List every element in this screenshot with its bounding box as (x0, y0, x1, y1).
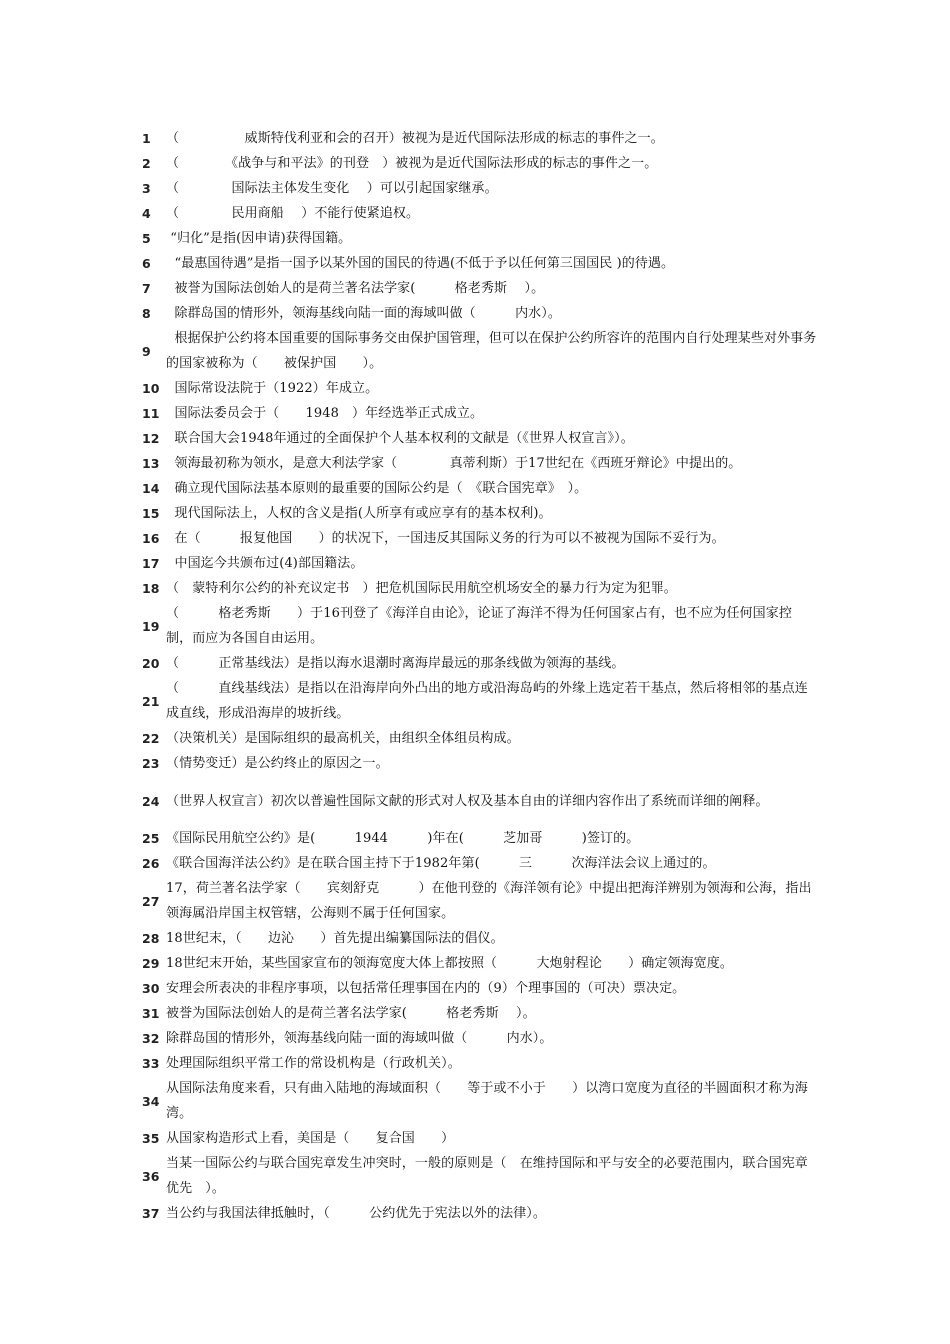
list-item (138, 601, 818, 651)
item-text: 根据保护公约将本国重要的国际事务交由保护国管理，但可以在保护公约所容许的范围内自行处理某些对外事务的国家被称为（ 被保护国 ）。 (166, 331, 817, 371)
list-item (138, 1151, 818, 1201)
item-text: （ 格老秀斯 ）于16刊登了《海洋自由论》，论证了海洋不得为任何国家占有，也不应为任何国家控制，而应为各国自由运用。 (166, 606, 792, 646)
list-item (138, 826, 818, 851)
item-text: 中国迄今共颁布过(4)部国籍法。 (166, 556, 364, 571)
item-number: 16 (142, 531, 160, 546)
item-text: 国际法委员会于（ 1948 ）年经选举正式成立。 (166, 406, 484, 421)
list-item (138, 726, 818, 751)
item-number: 32 (142, 1031, 160, 1046)
item-text: 被誉为国际法创始人的是荷兰著名法学家( 格老秀斯 ）。 (166, 281, 545, 296)
item-number: 19 (142, 618, 160, 634)
list-item (138, 526, 818, 551)
list-item (138, 926, 818, 951)
list-item (138, 426, 818, 451)
item-text: （ 直线基线法）是指以在沿海岸向外凸出的地方或沿海岛屿的外缘上选定若干基点，然后将相邻的基点连成直线，形成沿海岸的坡折线。 (166, 681, 808, 721)
item-number: 20 (142, 656, 160, 671)
item-number: 34 (142, 1093, 160, 1109)
list-item (138, 851, 818, 876)
item-number: 2 (142, 156, 151, 171)
item-number: 4 (142, 206, 151, 221)
item-number: 7 (142, 281, 151, 296)
item-number: 22 (142, 731, 160, 746)
item-text: （情势变迁）是公约终止的原因之一。 (166, 756, 389, 771)
item-number: 1 (142, 131, 151, 146)
list-item (138, 451, 818, 476)
list-item (138, 751, 818, 776)
list-item (138, 151, 818, 176)
list-item (138, 376, 818, 401)
item-number: 33 (142, 1056, 160, 1071)
list-item (138, 201, 818, 226)
item-number: 10 (142, 381, 160, 396)
item-text: （ 《战争与和平法》的刊登 ）被视为是近代国际法形成的标志的事件之一。 (166, 156, 658, 171)
list-item (138, 251, 818, 276)
list-item (138, 1051, 818, 1076)
item-text: “归化”是指(因申请)获得国籍。 (166, 231, 352, 246)
item-number: 15 (142, 506, 160, 521)
list-item (138, 176, 818, 201)
item-text: 现代国际法上，人权的含义是指(人所享有或应享有的基本权利)。 (166, 506, 552, 521)
item-number: 11 (142, 406, 160, 421)
item-text: 从国际法角度来看，只有曲入陆地的海域面积（ 等于或不小于 ）以湾口宽度为直径的半圆面积才称为海湾。 (166, 1081, 808, 1121)
item-text: 当公约与我国法律抵触时，（ 公约优先于宪法以外的法律）。 (166, 1206, 547, 1221)
item-text: “最惠国待遇”是指一国予以某外国的国民的待遇(不低于予以任何第三国国民 )的待遇。 (166, 256, 675, 271)
item-number: 29 (142, 956, 160, 971)
item-text: 联合国大会1948年通过的全面保护个人基本权利的文献是（《世界人权宣言》）。 (166, 431, 634, 446)
item-number: 5 (142, 231, 151, 246)
item-number: 3 (142, 181, 151, 196)
item-text: 被誉为国际法创始人的是荷兰著名法学家( 格老秀斯 ）。 (166, 1006, 536, 1021)
item-text: 18世纪末开始，某些国家宣布的领海宽度大体上都按照（ 大炮射程论 ）确定领海宽度。 (166, 956, 733, 971)
item-number: 14 (142, 481, 160, 496)
item-text: 从国家构造形式上看，美国是（ 复合国 ） (166, 1131, 455, 1146)
item-text: 确立现代国际法基本原则的最重要的国际公约是（ 《联合国宪章》 ）。 (166, 481, 588, 496)
item-text: 领海最初称为领水，是意大利法学家（ 真蒂利斯）于17世纪在《西班牙辩论》中提出的。 (166, 456, 742, 471)
item-text: 安理会所表决的非程序事项，以包括常任理事国在内的（9）个理事国的（可决）票决定。 (166, 981, 686, 996)
list-item (138, 276, 818, 301)
item-number: 31 (142, 1006, 160, 1021)
item-text: （ 威斯特伐利亚和会的召开）被视为是近代国际法形成的标志的事件之一。 (166, 131, 664, 146)
item-text: 当某一国际公约与联合国宪章发生冲突时，一般的原则是（ 在维持国际和平与安全的必要范围内，联合国宪章优先 ）。 (166, 1156, 808, 1196)
list-item (138, 326, 818, 376)
item-text: （ 民用商船 ）不能行使紧追权。 (166, 206, 420, 221)
item-text: 除群岛国的情形外，领海基线向陆一面的海域叫做（ 内水）。 (166, 1031, 553, 1046)
list-item (138, 1026, 818, 1051)
item-number: 23 (142, 756, 160, 771)
item-number: 35 (142, 1131, 160, 1146)
item-number: 8 (142, 306, 151, 321)
item-number: 36 (142, 1168, 160, 1184)
item-text: 除群岛国的情形外，领海基线向陆一面的海域叫做（ 内水）。 (166, 306, 561, 321)
item-number: 21 (142, 693, 160, 709)
item-text: （决策机关）是国际组织的最高机关，由组织全体组员构成。 (166, 731, 520, 746)
item-text: （世界人权宣言）初次以普遍性国际文献的形式对人权及基本自由的详细内容作出了系统而详细的阐释。 (166, 793, 769, 809)
list-item (138, 1201, 818, 1226)
list-item (138, 876, 818, 926)
item-text: 处理国际组织平常工作的常设机构是（行政机关）。 (166, 1056, 461, 1071)
item-text: （ 正常基线法）是指以海水退潮时离海岸最远的那条线做为领海的基线。 (166, 656, 625, 671)
item-number: 18 (142, 581, 160, 596)
item-number: 26 (142, 856, 160, 871)
list-item (138, 1126, 818, 1151)
item-number: 13 (142, 456, 160, 471)
list-item (138, 551, 818, 576)
item-number: 24 (142, 793, 160, 809)
item-number: 27 (142, 893, 160, 909)
list-item (138, 976, 818, 1001)
list-item (138, 676, 818, 726)
item-number: 30 (142, 981, 160, 996)
list-item (138, 1076, 818, 1126)
item-number: 12 (142, 431, 160, 446)
item-number: 28 (142, 931, 160, 946)
item-text: 《联合国海洋法公约》是在联合国主持下于1982年第( 三 次海洋法会议上通过的。 (166, 856, 716, 871)
item-text: 17，荷兰著名法学家（ 宾刻舒克 ）在他刊登的《海洋领有论》中提出把海洋辨别为领海和公海，指出领海属沿岸国主权管辖，公海则不属于任何国家。 (166, 881, 812, 921)
list-item (138, 951, 818, 976)
list-item (138, 476, 818, 501)
item-text: （ 国际法主体发生变化 ）可以引起国家继承。 (166, 181, 498, 196)
item-number: 17 (142, 556, 160, 571)
list-item (138, 1001, 818, 1026)
item-text: 在（ 报复他国 ）的状况下，一国违反其国际义务的行为可以不被视为国际不妥行为。 (166, 531, 725, 546)
list-item (138, 651, 818, 676)
item-text: 《国际民用航空公约》是( 1944 )年在( 芝加哥 )签订的。 (166, 831, 640, 846)
item-text: 18世纪末，（ 边沁 ）首先提出编纂国际法的倡仪。 (166, 931, 504, 946)
question-list (138, 126, 818, 1226)
list-item (138, 576, 818, 601)
item-number: 6 (142, 256, 151, 271)
list-item (138, 301, 818, 326)
list-item (138, 776, 818, 826)
list-item (138, 226, 818, 251)
list-item (138, 126, 818, 151)
item-number: 25 (142, 831, 160, 846)
list-item (138, 401, 818, 426)
item-text: （ 蒙特利尔公约的补充议定书 ）把危机国际民用航空机场安全的暴力行为定为犯罪。 (166, 581, 677, 596)
item-number: 9 (142, 343, 151, 359)
item-text: 国际常设法院于（1922）年成立。 (166, 381, 379, 396)
item-number: 37 (142, 1206, 160, 1221)
list-item (138, 501, 818, 526)
